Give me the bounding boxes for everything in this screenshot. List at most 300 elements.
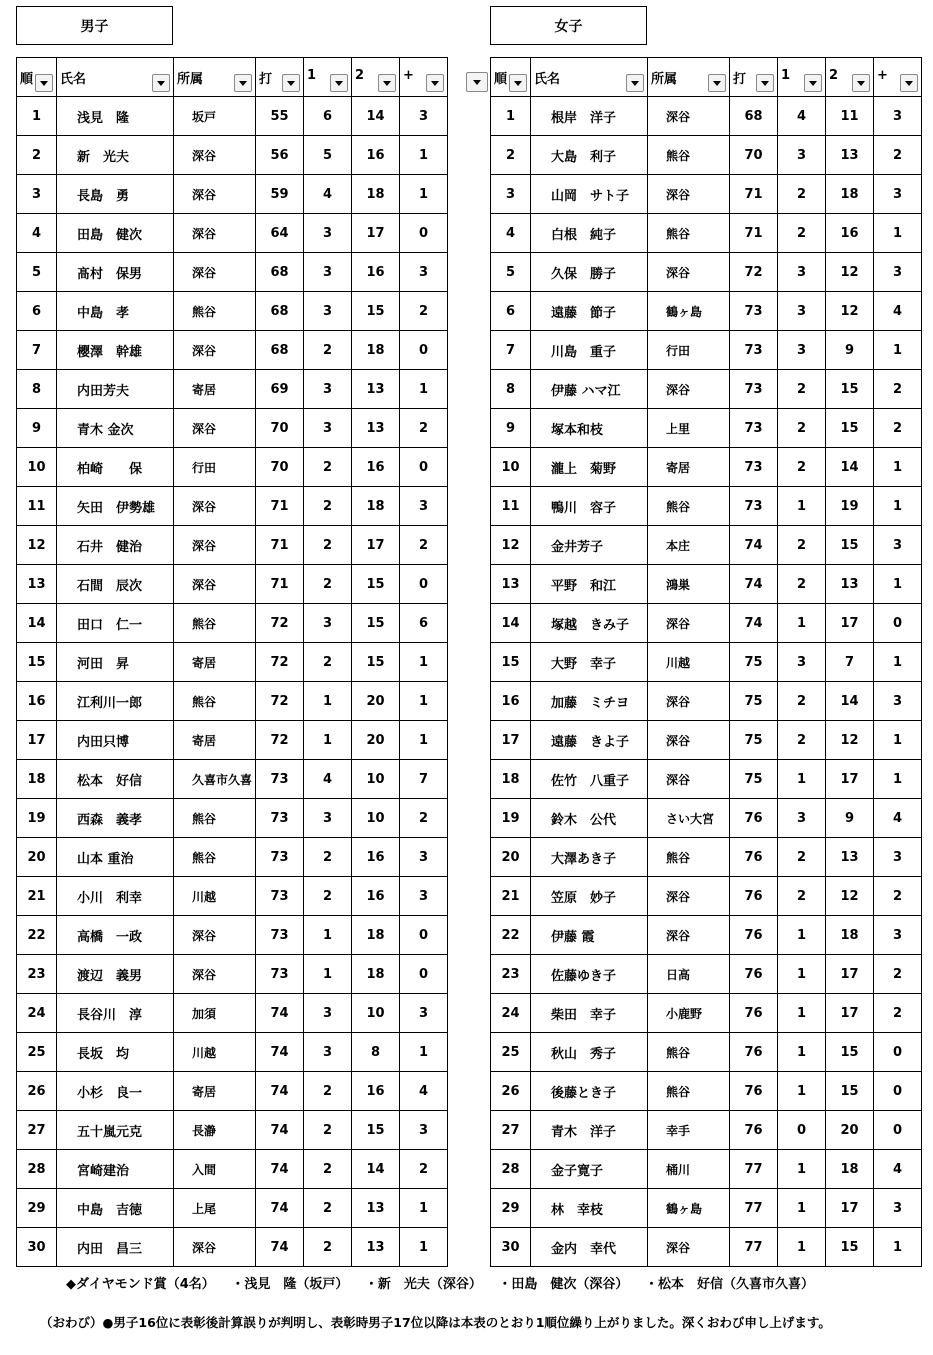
table-row bbox=[17, 1150, 448, 1189]
cell-affiliation: 坂戸 bbox=[174, 97, 256, 136]
cell-plus: 3 bbox=[874, 526, 922, 565]
male-header-rank bbox=[17, 58, 57, 97]
cell-rank: 25 bbox=[491, 1033, 531, 1072]
cell-plus: 1 bbox=[400, 136, 448, 175]
cell-affiliation: 熊谷 bbox=[174, 292, 256, 331]
cell-affiliation: 深谷 bbox=[648, 760, 730, 799]
cell-rank: 5 bbox=[491, 253, 531, 292]
cell-plus: 1 bbox=[874, 487, 922, 526]
cell-rank: 20 bbox=[17, 838, 57, 877]
cell-col-2: 9 bbox=[826, 331, 874, 370]
cell-rank: 3 bbox=[17, 175, 57, 214]
cell-affiliation: 深谷 bbox=[174, 955, 256, 994]
filter-dropdown-button[interactable] bbox=[282, 74, 300, 92]
cell-affiliation: 桶川 bbox=[648, 1150, 730, 1189]
cell-rank: 22 bbox=[17, 916, 57, 955]
female-table-body bbox=[491, 97, 922, 1267]
header-label: + bbox=[403, 68, 414, 83]
cell-col-1: 2 bbox=[304, 877, 352, 916]
cell-rank: 10 bbox=[491, 448, 531, 487]
cell-col-2: 10 bbox=[352, 760, 400, 799]
cell-affiliation: 深谷 bbox=[174, 253, 256, 292]
cell-rank: 7 bbox=[491, 331, 531, 370]
filter-dropdown-button[interactable] bbox=[852, 74, 870, 92]
cell-plus: 1 bbox=[400, 1033, 448, 1072]
male-header-plus bbox=[400, 58, 448, 97]
cell-rank: 10 bbox=[17, 448, 57, 487]
cell-plus: 2 bbox=[874, 409, 922, 448]
cell-name: 大島 利子 bbox=[531, 136, 648, 175]
cell-plus: 1 bbox=[874, 565, 922, 604]
cell-name: 内田芳夫 bbox=[57, 370, 174, 409]
male-header-strokes bbox=[256, 58, 304, 97]
cell-affiliation: 上里 bbox=[648, 409, 730, 448]
cell-col-1: 2 bbox=[304, 331, 352, 370]
cell-plus: 1 bbox=[400, 682, 448, 721]
cell-affiliation: 深谷 bbox=[174, 526, 256, 565]
cell-plus: 0 bbox=[400, 916, 448, 955]
cell-col-2: 8 bbox=[352, 1033, 400, 1072]
cell-col-2: 14 bbox=[826, 448, 874, 487]
cell-col-1: 2 bbox=[304, 1189, 352, 1228]
cell-strokes: 68 bbox=[730, 97, 778, 136]
cell-strokes: 64 bbox=[256, 214, 304, 253]
cell-col-1: 2 bbox=[304, 487, 352, 526]
table-row bbox=[491, 136, 922, 175]
cell-col-1: 2 bbox=[304, 1072, 352, 1111]
cell-plus: 1 bbox=[400, 1189, 448, 1228]
cell-strokes: 71 bbox=[256, 565, 304, 604]
cell-name: 遠藤 節子 bbox=[531, 292, 648, 331]
cell-strokes: 75 bbox=[730, 721, 778, 760]
cell-col-2: 7 bbox=[826, 643, 874, 682]
cell-affiliation: 鶴ヶ島 bbox=[648, 1189, 730, 1228]
cell-affiliation: 深谷 bbox=[648, 253, 730, 292]
cell-strokes: 76 bbox=[730, 838, 778, 877]
cell-strokes: 72 bbox=[730, 253, 778, 292]
cell-col-2: 16 bbox=[826, 214, 874, 253]
cell-rank: 19 bbox=[491, 799, 531, 838]
cell-strokes: 76 bbox=[730, 799, 778, 838]
cell-name: 田口 仁一 bbox=[57, 604, 174, 643]
cell-rank: 30 bbox=[491, 1228, 531, 1267]
cell-col-2: 17 bbox=[826, 1189, 874, 1228]
cell-name: 鴨川 容子 bbox=[531, 487, 648, 526]
table-row bbox=[491, 955, 922, 994]
table-row bbox=[491, 448, 922, 487]
filter-dropdown-button[interactable] bbox=[234, 74, 252, 92]
cell-affiliation: 熊谷 bbox=[174, 682, 256, 721]
cell-affiliation: 熊谷 bbox=[648, 136, 730, 175]
cell-col-2: 14 bbox=[352, 1150, 400, 1189]
cell-rank: 2 bbox=[17, 136, 57, 175]
cell-name: 長坂 均 bbox=[57, 1033, 174, 1072]
cell-plus: 1 bbox=[874, 760, 922, 799]
cell-affiliation: 深谷 bbox=[174, 214, 256, 253]
cell-affiliation: 深谷 bbox=[174, 916, 256, 955]
cell-name: 石間 辰次 bbox=[57, 565, 174, 604]
cell-col-1: 3 bbox=[778, 292, 826, 331]
table-row bbox=[17, 565, 448, 604]
cell-plus: 1 bbox=[874, 331, 922, 370]
cell-name: 大野 幸子 bbox=[531, 643, 648, 682]
male-table-body bbox=[17, 97, 448, 1267]
cell-affiliation: 寄居 bbox=[648, 448, 730, 487]
table-row bbox=[17, 682, 448, 721]
filter-dropdown-button[interactable] bbox=[35, 74, 53, 92]
cell-col-1: 1 bbox=[778, 604, 826, 643]
cell-col-2: 18 bbox=[352, 955, 400, 994]
table-row bbox=[491, 604, 922, 643]
cell-rank: 8 bbox=[491, 370, 531, 409]
cell-affiliation: 行田 bbox=[174, 448, 256, 487]
female-header-name bbox=[531, 58, 648, 97]
cell-name: 平野 和江 bbox=[531, 565, 648, 604]
cell-rank: 23 bbox=[17, 955, 57, 994]
cell-affiliation: 川越 bbox=[174, 1033, 256, 1072]
cell-plus: 2 bbox=[400, 292, 448, 331]
cell-name: 高橋 一政 bbox=[57, 916, 174, 955]
table-row bbox=[17, 721, 448, 760]
male-results-table bbox=[16, 57, 448, 1267]
cell-plus: 0 bbox=[400, 565, 448, 604]
cell-col-2: 11 bbox=[826, 97, 874, 136]
cell-plus: 1 bbox=[400, 643, 448, 682]
cell-rank: 26 bbox=[17, 1072, 57, 1111]
table-row bbox=[491, 526, 922, 565]
cell-affiliation: 深谷 bbox=[648, 916, 730, 955]
cell-strokes: 74 bbox=[256, 1033, 304, 1072]
cell-name: 久保 勝子 bbox=[531, 253, 648, 292]
cell-col-2: 12 bbox=[826, 292, 874, 331]
table-row bbox=[491, 994, 922, 1033]
cell-col-1: 2 bbox=[304, 1228, 352, 1267]
cell-strokes: 71 bbox=[730, 214, 778, 253]
cell-plus: 0 bbox=[874, 1072, 922, 1111]
cell-plus: 0 bbox=[400, 955, 448, 994]
cell-strokes: 77 bbox=[730, 1189, 778, 1228]
cell-affiliation: 川越 bbox=[174, 877, 256, 916]
cell-strokes: 56 bbox=[256, 136, 304, 175]
cell-col-1: 1 bbox=[778, 1072, 826, 1111]
cell-plus: 3 bbox=[400, 487, 448, 526]
cell-plus: 2 bbox=[400, 409, 448, 448]
cell-strokes: 75 bbox=[730, 643, 778, 682]
cell-col-2: 13 bbox=[826, 136, 874, 175]
cell-col-1: 3 bbox=[304, 1033, 352, 1072]
female-results-table bbox=[490, 57, 922, 1267]
cell-name: 江利川一郎 bbox=[57, 682, 174, 721]
filter-dropdown-button[interactable] bbox=[708, 74, 726, 92]
cell-plus: 3 bbox=[874, 1189, 922, 1228]
cell-rank: 15 bbox=[491, 643, 531, 682]
cell-col-1: 2 bbox=[778, 214, 826, 253]
filter-dropdown-button[interactable] bbox=[426, 74, 444, 92]
cell-affiliation: 寄居 bbox=[174, 1072, 256, 1111]
cell-col-2: 15 bbox=[826, 1072, 874, 1111]
cell-affiliation: 熊谷 bbox=[174, 604, 256, 643]
cell-col-1: 2 bbox=[778, 448, 826, 487]
cell-affiliation: 熊谷 bbox=[174, 838, 256, 877]
cell-strokes: 72 bbox=[256, 643, 304, 682]
cell-col-1: 3 bbox=[304, 994, 352, 1033]
cell-col-1: 3 bbox=[778, 331, 826, 370]
cell-col-1: 3 bbox=[778, 253, 826, 292]
cell-strokes: 73 bbox=[730, 487, 778, 526]
cell-col-2: 12 bbox=[826, 877, 874, 916]
header-label: 2 bbox=[355, 68, 365, 83]
cell-plus: 1 bbox=[874, 448, 922, 487]
cell-col-2: 17 bbox=[826, 760, 874, 799]
cell-name: 内田只博 bbox=[57, 721, 174, 760]
cell-plus: 6 bbox=[400, 604, 448, 643]
table-row bbox=[17, 97, 448, 136]
cell-strokes: 76 bbox=[730, 877, 778, 916]
cell-rank: 19 bbox=[17, 799, 57, 838]
cell-col-1: 2 bbox=[778, 370, 826, 409]
cell-name: 長谷川 淳 bbox=[57, 994, 174, 1033]
table-row bbox=[17, 253, 448, 292]
cell-plus: 1 bbox=[874, 1228, 922, 1267]
cell-col-2: 9 bbox=[826, 799, 874, 838]
filter-dropdown-button[interactable] bbox=[466, 72, 488, 92]
header-label: 所属 bbox=[651, 72, 678, 87]
filter-dropdown-button[interactable] bbox=[900, 74, 918, 92]
cell-col-2: 15 bbox=[352, 565, 400, 604]
cell-plus: 2 bbox=[874, 370, 922, 409]
cell-col-2: 16 bbox=[352, 838, 400, 877]
cell-col-1: 3 bbox=[304, 409, 352, 448]
cell-affiliation: 川越 bbox=[648, 643, 730, 682]
cell-name: 塚越 きみ子 bbox=[531, 604, 648, 643]
cell-col-2: 18 bbox=[352, 331, 400, 370]
cell-name: 柏崎 保 bbox=[57, 448, 174, 487]
cell-affiliation: さい大宮 bbox=[648, 799, 730, 838]
cell-strokes: 69 bbox=[256, 370, 304, 409]
cell-rank: 11 bbox=[17, 487, 57, 526]
cell-rank: 8 bbox=[17, 370, 57, 409]
cell-rank: 16 bbox=[17, 682, 57, 721]
cell-strokes: 74 bbox=[256, 994, 304, 1033]
cell-plus: 4 bbox=[874, 1150, 922, 1189]
cell-col-2: 16 bbox=[352, 1072, 400, 1111]
table-row bbox=[491, 292, 922, 331]
cell-name: 髙村 保男 bbox=[57, 253, 174, 292]
cell-strokes: 74 bbox=[730, 526, 778, 565]
table-row bbox=[17, 1228, 448, 1267]
cell-plus: 3 bbox=[874, 97, 922, 136]
cell-col-1: 2 bbox=[778, 877, 826, 916]
cell-strokes: 71 bbox=[256, 526, 304, 565]
table-row bbox=[491, 1072, 922, 1111]
cell-col-2: 12 bbox=[826, 721, 874, 760]
award-winner: ・松本 好信（久喜市久喜） bbox=[644, 1277, 814, 1292]
cell-strokes: 74 bbox=[256, 1189, 304, 1228]
cell-rank: 16 bbox=[491, 682, 531, 721]
cell-col-2: 18 bbox=[352, 487, 400, 526]
cell-name: 瀧上 菊野 bbox=[531, 448, 648, 487]
cell-affiliation: 深谷 bbox=[648, 604, 730, 643]
cell-col-1: 1 bbox=[778, 994, 826, 1033]
cell-col-2: 17 bbox=[826, 604, 874, 643]
cell-plus: 1 bbox=[400, 1228, 448, 1267]
cell-col-1: 2 bbox=[778, 721, 826, 760]
table-row bbox=[17, 760, 448, 799]
female-header-strokes bbox=[730, 58, 778, 97]
filter-dropdown-button[interactable] bbox=[330, 74, 348, 92]
cell-col-1: 4 bbox=[304, 760, 352, 799]
cell-rank: 6 bbox=[17, 292, 57, 331]
cell-name: 加藤 ミチヨ bbox=[531, 682, 648, 721]
cell-affiliation: 深谷 bbox=[648, 682, 730, 721]
cell-plus: 4 bbox=[874, 292, 922, 331]
filter-dropdown-button[interactable] bbox=[626, 74, 644, 92]
cell-name: 遠藤 きよ子 bbox=[531, 721, 648, 760]
cell-rank: 1 bbox=[17, 97, 57, 136]
table-row bbox=[491, 643, 922, 682]
cell-strokes: 74 bbox=[256, 1228, 304, 1267]
table-row bbox=[491, 1111, 922, 1150]
cell-affiliation: 上尾 bbox=[174, 1189, 256, 1228]
cell-name: 長島 勇 bbox=[57, 175, 174, 214]
cell-rank: 17 bbox=[491, 721, 531, 760]
header-label: 氏名 bbox=[534, 72, 561, 87]
cell-col-2: 13 bbox=[826, 565, 874, 604]
header-label: 所属 bbox=[177, 72, 204, 87]
cell-col-1: 1 bbox=[304, 955, 352, 994]
cell-col-1: 1 bbox=[778, 1150, 826, 1189]
cell-name: 鈴木 公代 bbox=[531, 799, 648, 838]
cell-name: 川島 重子 bbox=[531, 331, 648, 370]
filter-dropdown-button[interactable] bbox=[509, 74, 527, 92]
cell-strokes: 74 bbox=[256, 1072, 304, 1111]
cell-col-1: 2 bbox=[304, 526, 352, 565]
cell-col-1: 3 bbox=[778, 643, 826, 682]
filter-dropdown-button[interactable] bbox=[756, 74, 774, 92]
cell-plus: 0 bbox=[874, 604, 922, 643]
cell-col-1: 3 bbox=[304, 799, 352, 838]
cell-plus: 3 bbox=[400, 877, 448, 916]
cell-strokes: 68 bbox=[256, 331, 304, 370]
cell-affiliation: 鴻巣 bbox=[648, 565, 730, 604]
cell-col-1: 1 bbox=[778, 1228, 826, 1267]
cell-strokes: 68 bbox=[256, 253, 304, 292]
cell-col-1: 5 bbox=[304, 136, 352, 175]
cell-col-1: 4 bbox=[304, 175, 352, 214]
cell-col-2: 15 bbox=[826, 409, 874, 448]
cell-rank: 3 bbox=[491, 175, 531, 214]
female-header-col-2 bbox=[826, 58, 874, 97]
cell-col-2: 16 bbox=[352, 877, 400, 916]
cell-plus: 0 bbox=[400, 448, 448, 487]
header-label: 順 bbox=[494, 72, 508, 87]
cell-col-1: 1 bbox=[304, 916, 352, 955]
cell-strokes: 76 bbox=[730, 916, 778, 955]
cell-strokes: 73 bbox=[730, 292, 778, 331]
table-row bbox=[491, 409, 922, 448]
cell-strokes: 76 bbox=[730, 1111, 778, 1150]
table-row bbox=[17, 409, 448, 448]
cell-rank: 24 bbox=[17, 994, 57, 1033]
header-label: 打 bbox=[259, 72, 273, 87]
cell-affiliation: 行田 bbox=[648, 331, 730, 370]
table-row bbox=[17, 916, 448, 955]
cell-name: 塚本和枝 bbox=[531, 409, 648, 448]
cell-strokes: 70 bbox=[256, 409, 304, 448]
cell-plus: 3 bbox=[400, 994, 448, 1033]
table-row bbox=[491, 799, 922, 838]
cell-col-1: 2 bbox=[778, 409, 826, 448]
cell-strokes: 73 bbox=[730, 448, 778, 487]
cell-affiliation: 幸手 bbox=[648, 1111, 730, 1150]
cell-affiliation: 鶴ヶ島 bbox=[648, 292, 730, 331]
cell-col-1: 3 bbox=[304, 604, 352, 643]
filter-dropdown-button[interactable] bbox=[152, 74, 170, 92]
cell-plus: 2 bbox=[400, 1150, 448, 1189]
cell-rank: 17 bbox=[17, 721, 57, 760]
cell-rank: 26 bbox=[491, 1072, 531, 1111]
cell-name: 櫻澤 幹雄 bbox=[57, 331, 174, 370]
cell-col-2: 18 bbox=[352, 916, 400, 955]
cell-rank: 5 bbox=[17, 253, 57, 292]
cell-name: 伊藤 霞 bbox=[531, 916, 648, 955]
cell-col-1: 0 bbox=[778, 1111, 826, 1150]
table-row bbox=[17, 604, 448, 643]
cell-plus: 1 bbox=[400, 175, 448, 214]
cell-name: 山本 重治 bbox=[57, 838, 174, 877]
cell-affiliation: 寄居 bbox=[174, 643, 256, 682]
cell-name: 佐藤ゆき子 bbox=[531, 955, 648, 994]
cell-strokes: 73 bbox=[256, 916, 304, 955]
diamond-award-line bbox=[66, 1273, 826, 1292]
cell-strokes: 68 bbox=[256, 292, 304, 331]
male-header-name bbox=[57, 58, 174, 97]
cell-col-1: 4 bbox=[778, 97, 826, 136]
table-row bbox=[17, 214, 448, 253]
cell-col-1: 2 bbox=[778, 565, 826, 604]
table-row bbox=[491, 214, 922, 253]
award-winner: ・浅見 隆（坂戸） bbox=[231, 1277, 349, 1292]
cell-rank: 9 bbox=[17, 409, 57, 448]
cell-rank: 28 bbox=[17, 1150, 57, 1189]
table-row bbox=[17, 1072, 448, 1111]
cell-strokes: 70 bbox=[256, 448, 304, 487]
cell-rank: 7 bbox=[17, 331, 57, 370]
cell-col-1: 1 bbox=[778, 916, 826, 955]
cell-rank: 11 bbox=[491, 487, 531, 526]
cell-affiliation: 深谷 bbox=[648, 370, 730, 409]
cell-name: 河田 昇 bbox=[57, 643, 174, 682]
table-row bbox=[491, 682, 922, 721]
cell-name: 林 幸枝 bbox=[531, 1189, 648, 1228]
filter-dropdown-button[interactable] bbox=[804, 74, 822, 92]
table-row bbox=[17, 1033, 448, 1072]
cell-col-1: 2 bbox=[304, 643, 352, 682]
header-label: 打 bbox=[733, 72, 747, 87]
cell-rank: 27 bbox=[491, 1111, 531, 1150]
cell-name: 矢田 伊勢雄 bbox=[57, 487, 174, 526]
cell-col-2: 16 bbox=[352, 448, 400, 487]
filter-dropdown-button[interactable] bbox=[378, 74, 396, 92]
table-row bbox=[491, 175, 922, 214]
cell-rank: 4 bbox=[491, 214, 531, 253]
cell-col-2: 20 bbox=[352, 682, 400, 721]
cell-plus: 2 bbox=[400, 526, 448, 565]
cell-strokes: 55 bbox=[256, 97, 304, 136]
cell-col-2: 15 bbox=[826, 526, 874, 565]
cell-name: 中島 孝 bbox=[57, 292, 174, 331]
cell-col-2: 17 bbox=[352, 526, 400, 565]
